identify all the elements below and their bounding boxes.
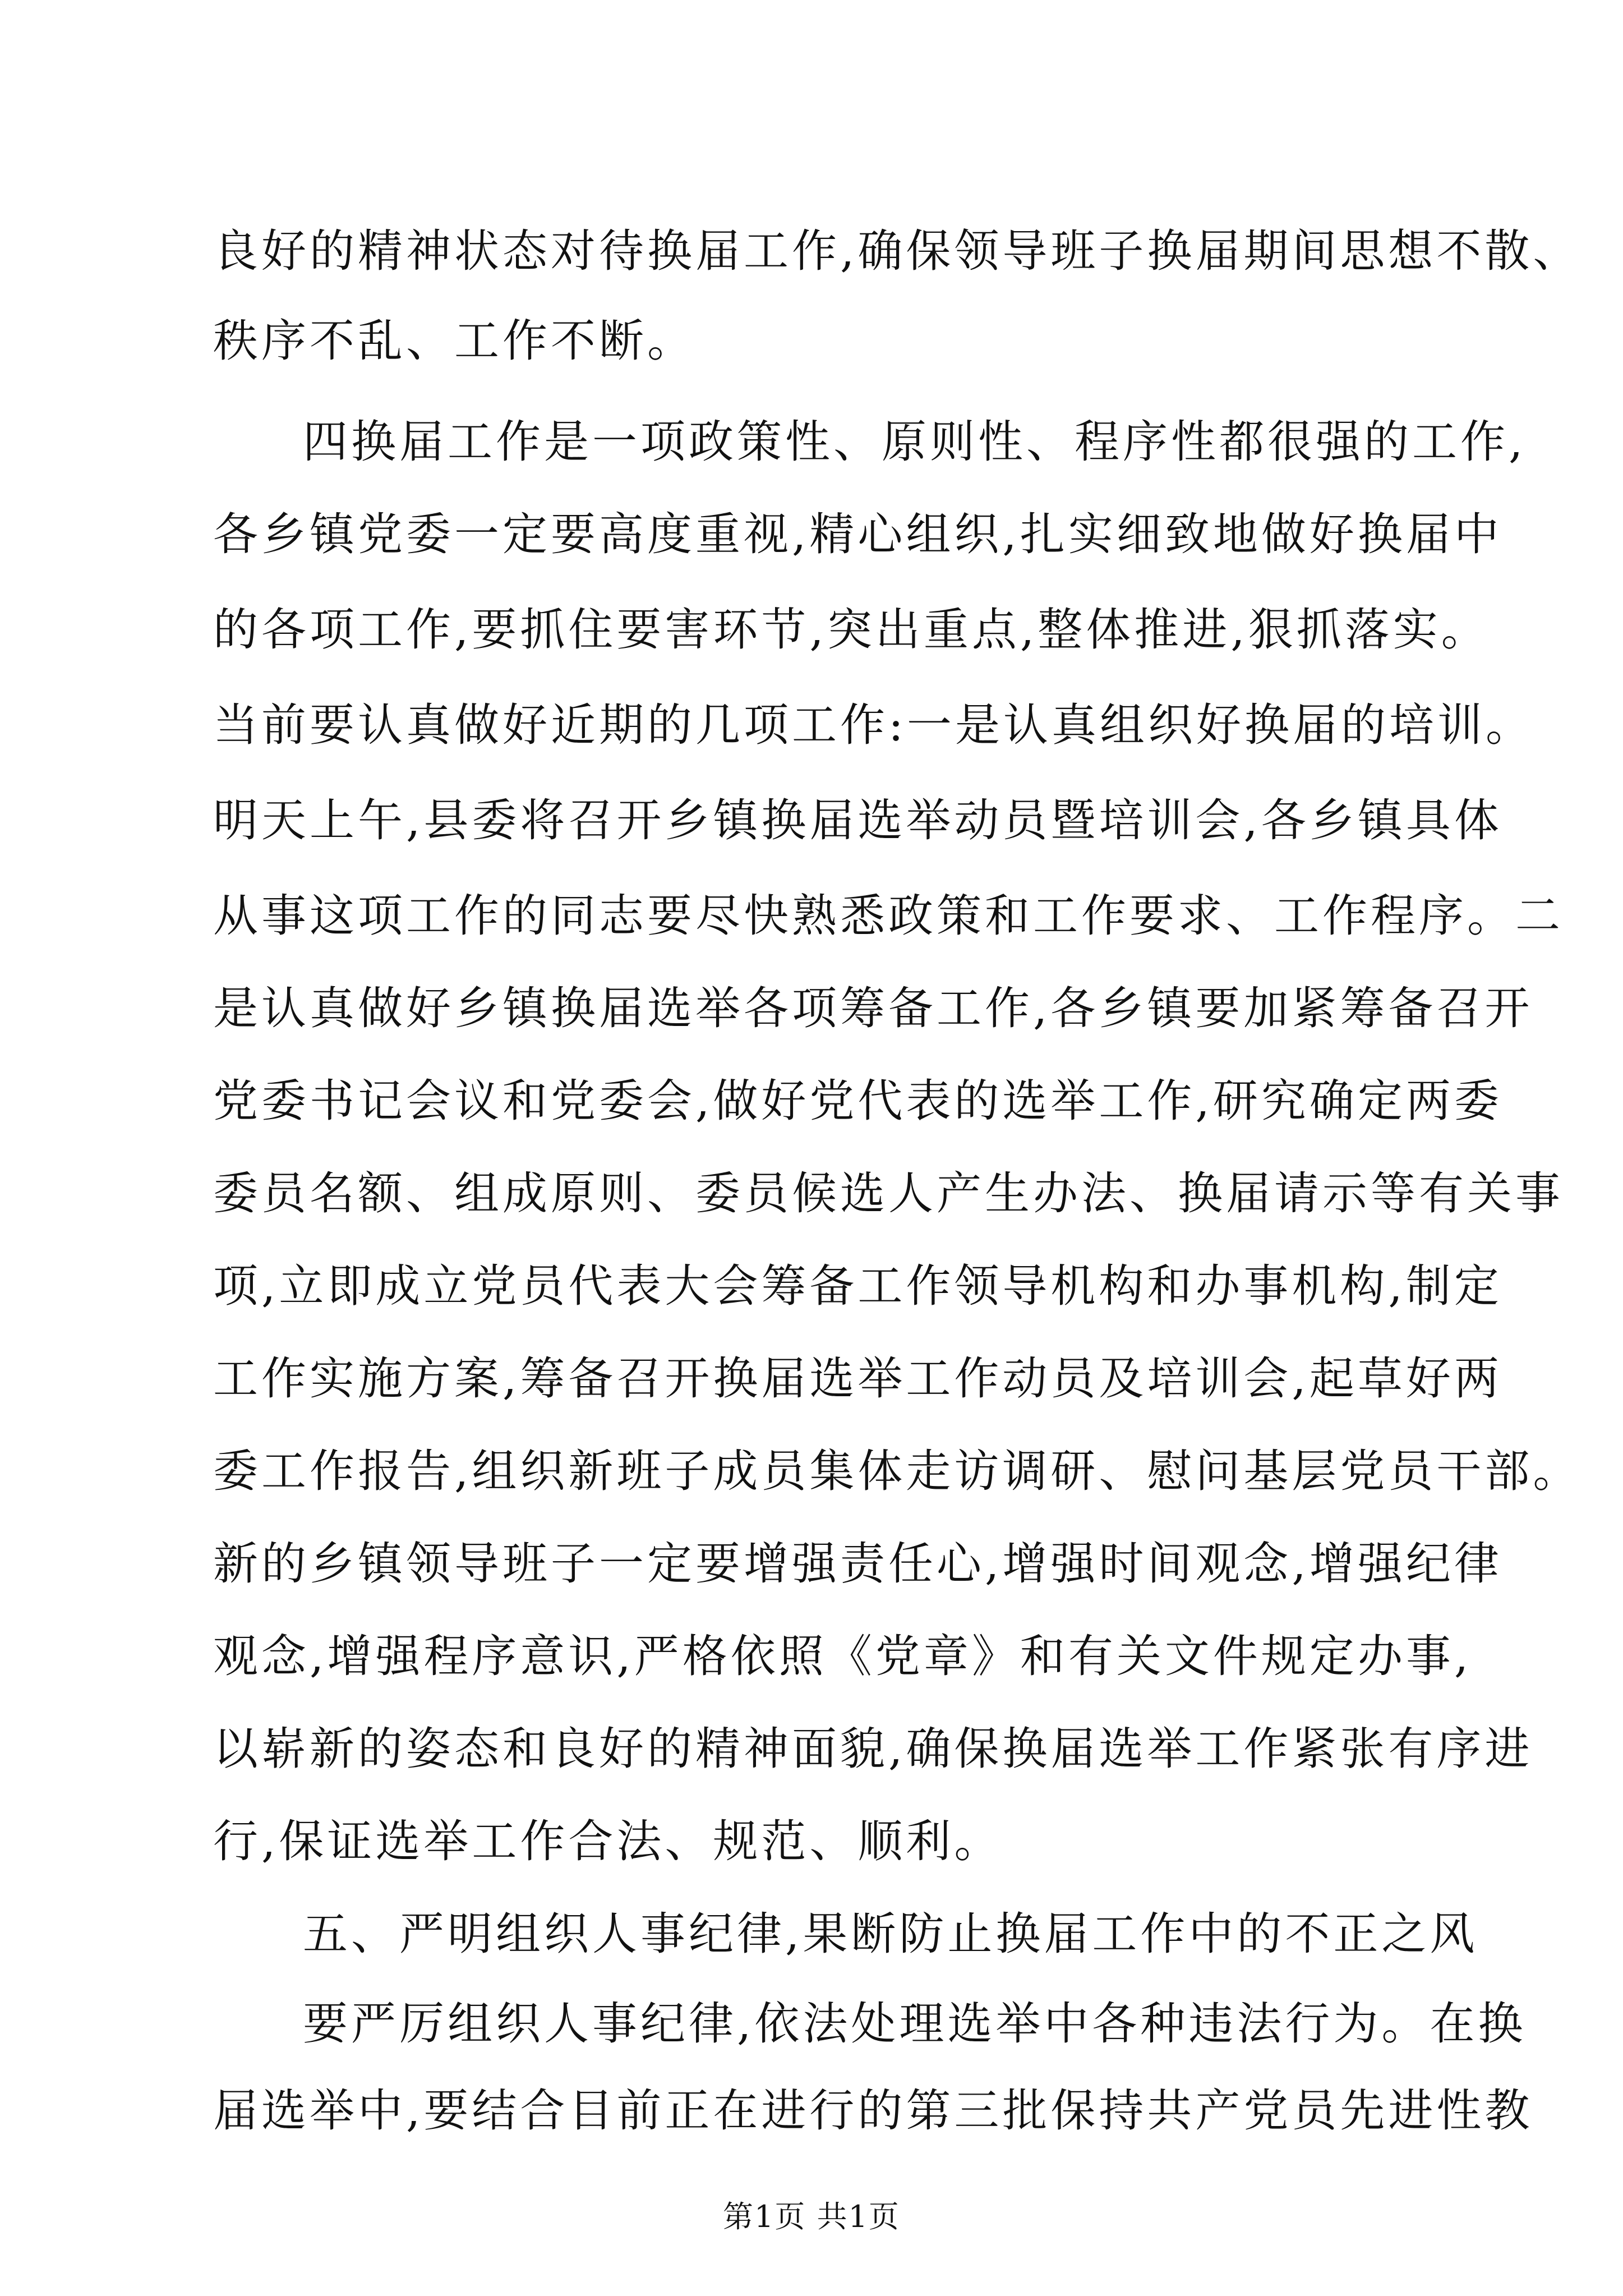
body-text-line: 委员名额、组成原则、委员候选人产生办法、换届请示等有关事 (213, 1167, 1564, 1220)
body-text-line: 是认真做好乡镇换届选举各项筹备工作,各乡镇要加紧筹备召开 (213, 982, 1533, 1034)
body-text-line: 秩序不乱、工作不断。 (213, 315, 695, 367)
page-footer: 第1页 共1页 (723, 2199, 900, 2234)
body-text-line: 明天上午,县委将召开乡镇换届选举动员暨培训会,各乡镇具体 (213, 794, 1502, 846)
body-text-line: 工作实施方案,筹备召开换届选举工作动员及培训会,起草好两 (213, 1352, 1502, 1405)
body-text-line: 观念,增强程序意识,严格依照《党章》和有关文件规定办事, (213, 1630, 1472, 1682)
body-text-line: 新的乡镇领导班子一定要增强责任心,增强时间观念,增强纪律 (213, 1538, 1502, 1590)
body-text-line: 委工作报告,组织新班子成员集体走访调研、慰问基层党员干部。 (213, 1445, 1581, 1497)
paragraph-first-line: 四换届工作是一项政策性、原则性、程序性都很强的工作, (303, 416, 1527, 468)
body-text-line: 的各项工作,要抓住要害环节,突出重点,整体推进,狠抓落实。 (213, 604, 1490, 656)
body-text-line: 行,保证选举工作合法、规范、顺利。 (213, 1815, 1003, 1867)
body-text-line: 当前要认真做好近期的几项工作:一是认真组织好换届的培训。 (213, 699, 1534, 751)
body-text-line: 各乡镇党委一定要高度重视,精心组织,扎实细致地做好换届中 (213, 508, 1502, 560)
body-text-line: 从事这项工作的同志要尽快熟悉政策和工作要求、工作程序。二 (213, 890, 1564, 942)
body-text-line: 以崭新的姿态和良好的精神面貌,确保换届选举工作紧张有序进 (213, 1723, 1533, 1775)
body-text-line: 良好的精神状态对待换届工作,确保领导班子换届期间思想不散、 (213, 225, 1581, 277)
body-text-line: 届选举中,要结合目前正在进行的第三批保持共产党员先进性教 (213, 2085, 1533, 2137)
paragraph-first-line: 要严厉组织人事纪律,依法处理选举中各种违法行为。在换 (303, 1998, 1527, 2050)
body-text-line: 党委书记会议和党委会,做好党代表的选举工作,研究确定两委 (213, 1075, 1502, 1127)
body-text-line: 项,立即成立党员代表大会筹备工作领导机构和办事机构,制定 (213, 1260, 1502, 1312)
section-heading: 五、严明组织人事纪律,果断防止换届工作中的不正之风 (303, 1908, 1478, 1960)
